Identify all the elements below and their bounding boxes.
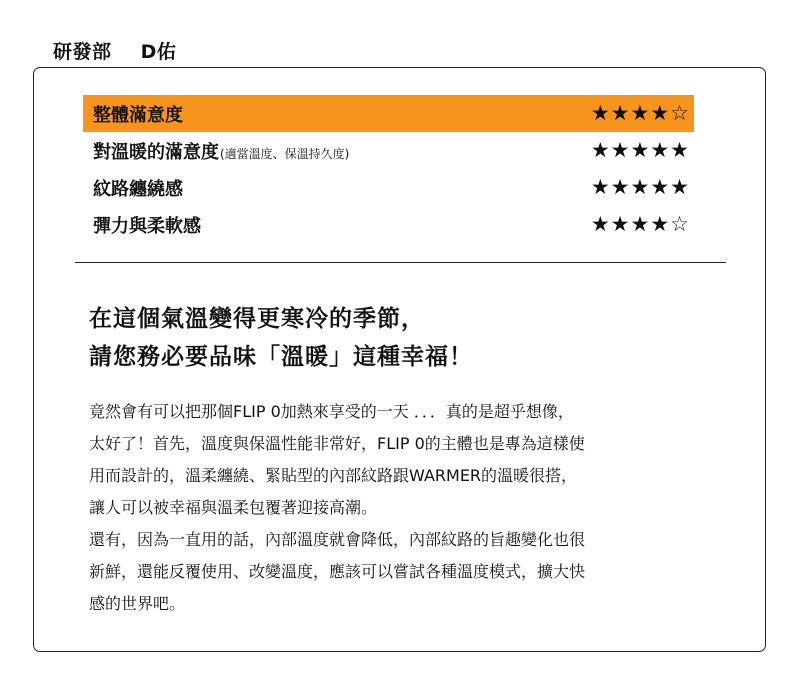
- reviewer-name: D佑: [140, 41, 177, 63]
- rating-label-text: 對溫暖的滿意度: [93, 141, 219, 163]
- review-card: [33, 67, 766, 652]
- headline-line: 請您務必要品味「溫暖」這種幸福！: [89, 344, 473, 370]
- ratings-table: [83, 95, 694, 243]
- rating-label: [93, 138, 349, 164]
- star-rating: ★★★★★: [590, 138, 690, 162]
- body-line: 新鮮，還能反覆使用、改變溫度，應該可以嘗試各種溫度模式，擴大快: [89, 562, 586, 581]
- headline-line: 在這個氣溫變得更寒冷的季節，: [89, 306, 425, 332]
- body-line: 還有，因為一直用的話，內部溫度就會降低，內部紋路的旨趣變化也很: [89, 530, 586, 549]
- rating-label-text: 紋路纏繞感: [93, 178, 183, 200]
- star-rating: ★★★★☆: [590, 101, 690, 125]
- rating-row-overall: [83, 95, 694, 132]
- rating-label-text: 彈力與柔軟感: [93, 215, 201, 237]
- rating-label: [93, 212, 201, 238]
- star-rating: ★★★★☆: [590, 212, 690, 236]
- section-divider: [75, 262, 726, 263]
- body-line: 感的世界吧。: [89, 594, 186, 613]
- body-line: 竟然會有可以把那個FLIP 0加熱來享受的一天 ．．．真的是超乎想像，: [89, 402, 574, 421]
- rating-note: (適當溫度、保溫持久度): [220, 146, 350, 161]
- review-headline: [89, 300, 473, 376]
- rating-row-texture: [83, 169, 694, 206]
- review-body: [89, 396, 585, 620]
- rating-label-text: 整體滿意度: [93, 104, 183, 126]
- reviewer-department: 研發部: [53, 41, 112, 63]
- star-rating: ★★★★★: [590, 175, 690, 199]
- reviewer-line: [53, 37, 176, 64]
- rating-row-elasticity: [83, 206, 694, 243]
- rating-row-warmth: [83, 132, 694, 169]
- rating-label: [93, 175, 183, 201]
- body-line: 用而設計的，溫柔纏繞、緊貼型的內部紋路跟WARMER的溫暖很搭，: [89, 466, 578, 485]
- body-line: 太好了！首先，溫度與保溫性能非常好，FLIP 0的主體也是專為這樣使: [89, 434, 585, 453]
- body-line: 讓人可以被幸福與溫柔包覆著迎接高潮。: [89, 498, 378, 517]
- rating-label: [93, 101, 183, 127]
